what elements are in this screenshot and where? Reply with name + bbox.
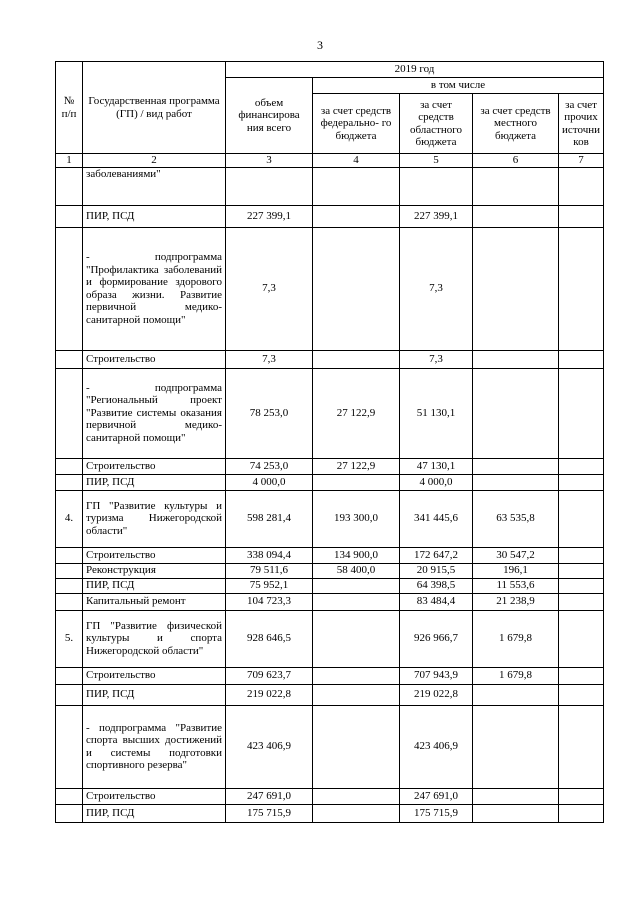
table-row (56, 458, 604, 474)
federal-amount: 27 122,9 (313, 368, 400, 458)
work-type: ПИР, ПСД (83, 578, 226, 593)
local-amount: 1 679,8 (473, 667, 559, 684)
row-number (56, 667, 83, 684)
col-number: 4 (313, 154, 400, 168)
other-amount (559, 167, 604, 205)
total-amount: 4 000,0 (226, 474, 313, 490)
local-amount: 196,1 (473, 563, 559, 578)
table-row (56, 804, 604, 822)
work-type: ПИР, ПСД (83, 804, 226, 822)
work-type: Строительство (83, 458, 226, 474)
federal-amount (313, 578, 400, 593)
row-number (56, 578, 83, 593)
work-type: Строительство (83, 547, 226, 563)
table-row (56, 610, 604, 667)
row-number: 4. (56, 490, 83, 547)
total-amount: 709 623,7 (226, 667, 313, 684)
table-body (56, 167, 604, 822)
work-type: - подпрограмма "Профилактика заболеваний и формирование здорового образа жизни. Развитие первичной медико-санитарной помощи" (83, 227, 226, 350)
other-amount (559, 474, 604, 490)
federal-amount (313, 804, 400, 822)
local-amount (473, 205, 559, 227)
local-amount: 63 535,8 (473, 490, 559, 547)
work-type: Строительство (83, 788, 226, 804)
federal-amount (313, 474, 400, 490)
table-row (56, 788, 604, 804)
row-number (56, 705, 83, 788)
regional-amount: 20 915,5 (400, 563, 473, 578)
local-amount (473, 227, 559, 350)
other-amount (559, 804, 604, 822)
work-type: заболеваниями" (83, 167, 226, 205)
col-number: 7 (559, 154, 604, 168)
other-amount (559, 684, 604, 705)
federal-amount: 193 300,0 (313, 490, 400, 547)
header-num: № п/п (56, 62, 83, 154)
table-row (56, 684, 604, 705)
table-row (56, 547, 604, 563)
table-row (56, 490, 604, 547)
regional-amount: 341 445,6 (400, 490, 473, 547)
budget-table (55, 61, 604, 823)
other-amount (559, 368, 604, 458)
row-number: 5. (56, 610, 83, 667)
column-number-row (56, 154, 604, 168)
total-amount: 79 511,6 (226, 563, 313, 578)
local-amount (473, 368, 559, 458)
header-local: за счет средств местного бюджета (473, 94, 559, 154)
local-amount (473, 458, 559, 474)
row-number (56, 547, 83, 563)
col-number: 3 (226, 154, 313, 168)
local-amount (473, 804, 559, 822)
other-amount (559, 578, 604, 593)
federal-amount: 134 900,0 (313, 547, 400, 563)
federal-amount: 58 400,0 (313, 563, 400, 578)
regional-amount: 926 966,7 (400, 610, 473, 667)
federal-amount (313, 205, 400, 227)
work-type: - подпрограмма "Развитие спорта высших достижений и системы подготовки спортивного резерва" (83, 705, 226, 788)
header-including: в том числе (313, 78, 604, 94)
table-header (56, 62, 604, 168)
federal-amount (313, 788, 400, 804)
work-type: Строительство (83, 667, 226, 684)
regional-amount: 47 130,1 (400, 458, 473, 474)
federal-amount (313, 667, 400, 684)
work-type: ПИР, ПСД (83, 684, 226, 705)
total-amount: 227 399,1 (226, 205, 313, 227)
other-amount (559, 788, 604, 804)
work-type: ГП "Развитие культуры и туризма Нижегородской области" (83, 490, 226, 547)
regional-amount: 227 399,1 (400, 205, 473, 227)
table-row (56, 593, 604, 610)
col-number: 2 (83, 154, 226, 168)
table-row (56, 167, 604, 205)
total-amount: 247 691,0 (226, 788, 313, 804)
table-row (56, 667, 604, 684)
row-number (56, 458, 83, 474)
table-row (56, 563, 604, 578)
row-number (56, 684, 83, 705)
regional-amount: 7,3 (400, 227, 473, 350)
row-number (56, 593, 83, 610)
local-amount (473, 705, 559, 788)
federal-amount (313, 705, 400, 788)
total-amount: 598 281,4 (226, 490, 313, 547)
row-number (56, 788, 83, 804)
table-row (56, 205, 604, 227)
regional-amount: 219 022,8 (400, 684, 473, 705)
header-year: 2019 год (226, 62, 604, 78)
regional-amount: 7,3 (400, 350, 473, 368)
local-amount (473, 788, 559, 804)
work-type: ГП "Развитие физической культуры и спорта Нижегородской области" (83, 610, 226, 667)
federal-amount (313, 684, 400, 705)
local-amount: 11 553,6 (473, 578, 559, 593)
other-amount (559, 593, 604, 610)
other-amount (559, 350, 604, 368)
federal-amount (313, 350, 400, 368)
other-amount (559, 547, 604, 563)
total-amount: 423 406,9 (226, 705, 313, 788)
header-regional: за счет средств областного бюджета (400, 94, 473, 154)
row-number (56, 804, 83, 822)
regional-amount: 4 000,0 (400, 474, 473, 490)
table-row (56, 578, 604, 593)
local-amount (473, 474, 559, 490)
row-number (56, 563, 83, 578)
total-amount: 338 094,4 (226, 547, 313, 563)
row-number (56, 227, 83, 350)
regional-amount: 707 943,9 (400, 667, 473, 684)
regional-amount: 247 691,0 (400, 788, 473, 804)
federal-amount (313, 167, 400, 205)
regional-amount: 423 406,9 (400, 705, 473, 788)
total-amount: 928 646,5 (226, 610, 313, 667)
federal-amount (313, 610, 400, 667)
row-number (56, 205, 83, 227)
work-type: Строительство (83, 350, 226, 368)
federal-amount (313, 227, 400, 350)
other-amount (559, 610, 604, 667)
other-amount (559, 705, 604, 788)
regional-amount: 175 715,9 (400, 804, 473, 822)
local-amount: 30 547,2 (473, 547, 559, 563)
header-federal: за счет средств федерально- го бюджета (313, 94, 400, 154)
regional-amount: 83 484,4 (400, 593, 473, 610)
row-number (56, 368, 83, 458)
row-number (56, 474, 83, 490)
work-type: ПИР, ПСД (83, 205, 226, 227)
col-number: 5 (400, 154, 473, 168)
regional-amount (400, 167, 473, 205)
regional-amount: 64 398,5 (400, 578, 473, 593)
total-amount: 219 022,8 (226, 684, 313, 705)
local-amount: 21 238,9 (473, 593, 559, 610)
col-number: 6 (473, 154, 559, 168)
federal-amount: 27 122,9 (313, 458, 400, 474)
total-amount: 75 952,1 (226, 578, 313, 593)
col-number: 1 (56, 154, 83, 168)
row-number (56, 350, 83, 368)
total-amount: 7,3 (226, 350, 313, 368)
local-amount: 1 679,8 (473, 610, 559, 667)
local-amount (473, 167, 559, 205)
table-row (56, 227, 604, 350)
work-type: Реконструкция (83, 563, 226, 578)
total-amount: 104 723,3 (226, 593, 313, 610)
total-amount (226, 167, 313, 205)
total-amount: 175 715,9 (226, 804, 313, 822)
header-program: Государственная программа (ГП) / вид работ (83, 62, 226, 154)
total-amount: 7,3 (226, 227, 313, 350)
header-total: объем финансирова ния всего (226, 78, 313, 154)
other-amount (559, 458, 604, 474)
table-row (56, 705, 604, 788)
regional-amount: 51 130,1 (400, 368, 473, 458)
other-amount (559, 227, 604, 350)
work-type: ПИР, ПСД (83, 474, 226, 490)
table-row (56, 350, 604, 368)
regional-amount: 172 647,2 (400, 547, 473, 563)
local-amount (473, 350, 559, 368)
total-amount: 78 253,0 (226, 368, 313, 458)
federal-amount (313, 593, 400, 610)
row-number (56, 167, 83, 205)
page-number: 3 (317, 38, 323, 52)
header-other: за счет прочих источни ков (559, 94, 604, 154)
other-amount (559, 490, 604, 547)
work-type: - подпрограмма "Региональный проект "Развитие системы оказания первичной медико-санитарной помощи" (83, 368, 226, 458)
other-amount (559, 563, 604, 578)
work-type: Капитальный ремонт (83, 593, 226, 610)
table-row (56, 474, 604, 490)
table-row (56, 368, 604, 458)
total-amount: 74 253,0 (226, 458, 313, 474)
other-amount (559, 205, 604, 227)
local-amount (473, 684, 559, 705)
other-amount (559, 667, 604, 684)
